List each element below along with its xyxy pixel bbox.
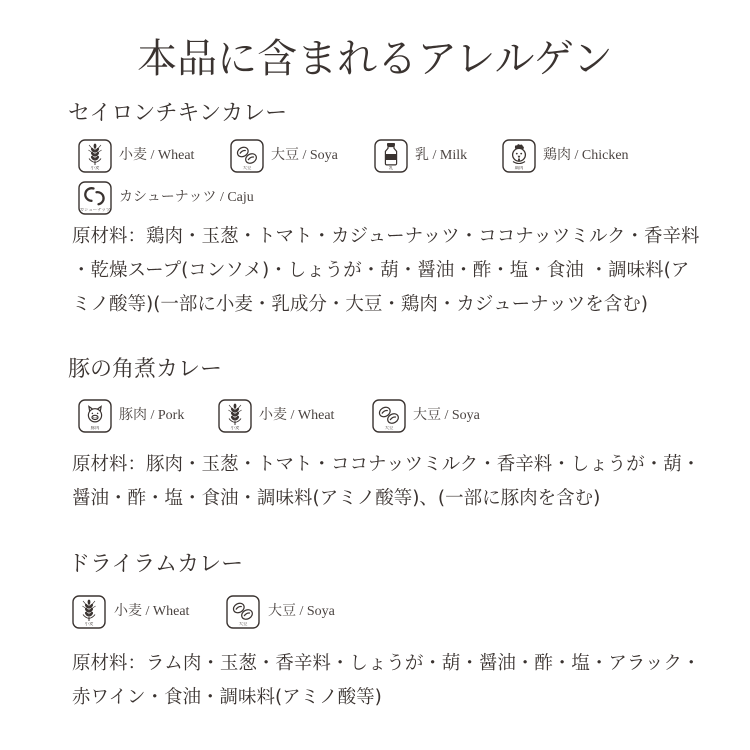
allergen-item-wheat <box>218 399 334 433</box>
icon-caption: 乳 <box>388 166 394 171</box>
allergen-item-milk <box>374 139 467 173</box>
ingredients-line: 原材料：豚肉・玉葱・トマト・ココナッツミルク・香辛料・しょうが・葫・ <box>72 454 701 475</box>
soybean-icon <box>226 595 260 629</box>
allergen-item-soy <box>372 399 480 433</box>
ingredients-line: 醤油・酢・塩・食油・調味料(アミノ酸等)、(一部に豚肉を含む) <box>72 488 601 509</box>
allergen-item-chicken <box>502 139 629 173</box>
allergen-item-pork <box>78 399 184 433</box>
allergen-label: 小麦 / Wheat <box>259 408 335 423</box>
icon-caption: 鶏肉 <box>514 166 524 171</box>
allergen-label: カシューナッツ / Caju <box>119 190 254 205</box>
allergen-label: 小麦 / Wheat <box>114 604 190 619</box>
allergen-item-cashew <box>78 181 254 215</box>
ingredients-text <box>72 448 700 516</box>
icon-caption: 大豆 <box>384 426 394 431</box>
ingredients-text <box>72 220 700 322</box>
allergen-label: 大豆 / Soya <box>271 148 338 163</box>
ingredients-line: ・乾燥スープ(コンソメ)・しょうが・葫・醤油・酢・塩・食油 ・調味料(ア <box>72 260 690 281</box>
allergen-label: 大豆 / Soya <box>268 604 335 619</box>
ingredients-line: 原材料：ラム肉・玉葱・香辛料・しょうが・葫・醤油・酢・塩・アラック・ <box>72 653 701 674</box>
ingredients-text <box>72 647 700 715</box>
ingredients-line: 原材料：鶏肉・玉葱・トマト・カジューナッツ・ココナッツミルク・香辛料 <box>72 226 700 247</box>
icon-caption: 小麦 <box>84 622 94 627</box>
ingredients-line: ミノ酸等)(一部に小麦・乳成分・大豆・鶏肉・カジューナッツを含む) <box>72 294 648 315</box>
allergen-label: 乳 / Milk <box>415 148 468 163</box>
icon-caption: 小麦 <box>90 166 100 171</box>
allergen-item-soy <box>226 595 335 629</box>
milk-bottle-icon <box>374 139 408 173</box>
allergen-item-soy <box>230 139 338 173</box>
soybean-icon <box>230 139 264 173</box>
allergen-label: 鶏肉 / Chicken <box>543 148 629 163</box>
allergen-item-wheat <box>78 139 194 173</box>
allergen-label: 小麦 / Wheat <box>119 148 195 163</box>
allergen-label: 大豆 / Soya <box>413 408 480 423</box>
pig-icon <box>78 399 112 433</box>
icon-caption: 小麦 <box>230 426 240 431</box>
page-title: 本品に含まれるアレルゲン <box>137 36 613 82</box>
product-name: ドライラムカレー <box>68 552 244 577</box>
cashew-nut-icon <box>78 181 112 215</box>
allergen-label: 豚肉 / Pork <box>119 408 185 423</box>
icon-caption: 大豆 <box>242 166 252 171</box>
allergen-item-wheat <box>72 595 189 629</box>
wheat-icon <box>72 595 106 629</box>
product-name: 豚の角煮カレー <box>68 357 223 382</box>
wheat-icon <box>218 399 252 433</box>
product-name: セイロンチキンカレー <box>68 101 288 126</box>
chicken-icon <box>502 139 536 173</box>
icon-caption: 豚肉 <box>90 426 100 431</box>
soybean-icon <box>372 399 406 433</box>
wheat-icon <box>78 139 112 173</box>
ingredients-line: 赤ワイン・食油・調味料(アミノ酸等) <box>72 687 382 708</box>
icon-caption: 大豆 <box>238 622 248 627</box>
icon-caption: カシューナッツ <box>79 208 111 213</box>
